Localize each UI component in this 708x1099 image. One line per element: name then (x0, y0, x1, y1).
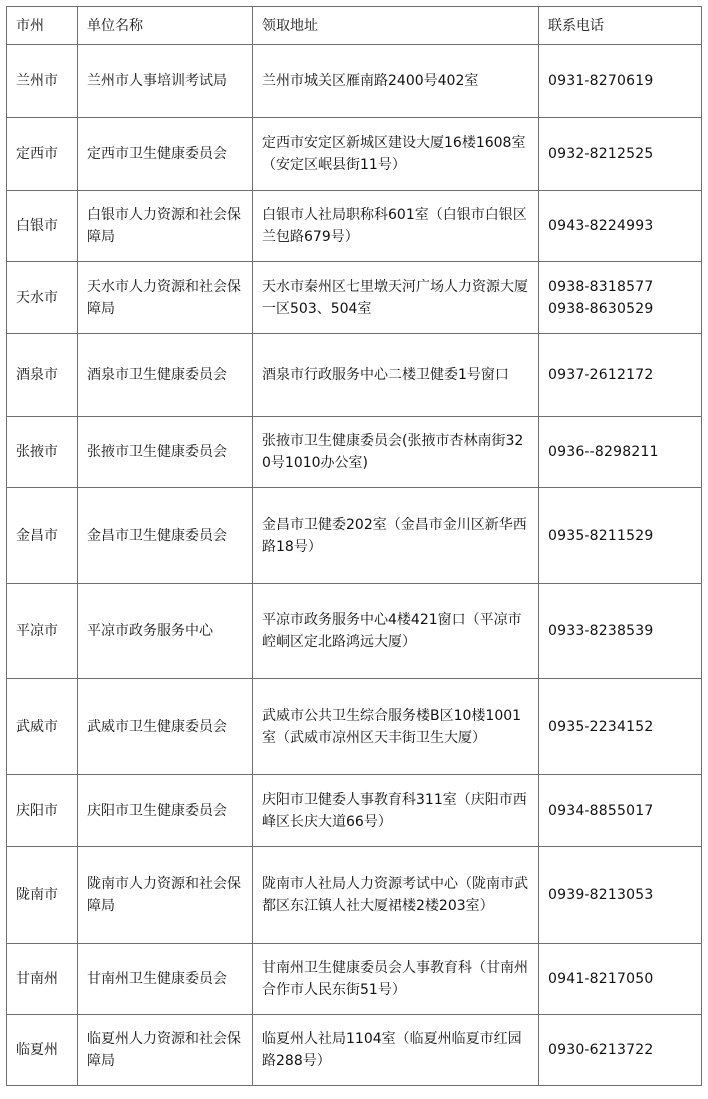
unit-name-cell: 白银市人力资源和社会保障局 (78, 191, 253, 262)
phone-cell (539, 584, 702, 679)
table-body (7, 45, 702, 1086)
phone-cell (539, 45, 702, 118)
city-cell: 庆阳市 (7, 775, 78, 847)
table-row (7, 417, 702, 488)
header-phone: 联系电话 (539, 7, 702, 45)
table-row (7, 584, 702, 679)
address-cell: 白银市人社局职称科601室（白银市白银区兰包路679号） (253, 191, 539, 262)
address-cell: 陇南市人社局人力资源考试中心（陇南市武都区东江镇人社大厦裙楼2楼203室） (253, 847, 539, 944)
phone-number: 0931-8270619 (548, 73, 654, 89)
table-row (7, 191, 702, 262)
table-row (7, 679, 702, 775)
phone-number: 0936--8298211 (548, 444, 659, 460)
phone-cell (539, 191, 702, 262)
address-cell: 天水市秦州区七里墩天河广场人力资源大厦一区503、504室 (253, 262, 539, 334)
phone-cell (539, 417, 702, 488)
table-row (7, 334, 702, 417)
unit-name-cell: 天水市人力资源和社会保障局 (78, 262, 253, 334)
table-row (7, 1015, 702, 1086)
phone-number: 0934-8855017 (548, 802, 654, 819)
phone-number: 0941-8217050 (548, 971, 654, 987)
phone-cell (539, 1015, 702, 1086)
city-cell: 天水市 (7, 262, 78, 334)
city-cell: 临夏州 (7, 1015, 78, 1086)
phone-cell (539, 775, 702, 847)
phone-number: 0943-8224993 (548, 218, 654, 234)
table-row (7, 488, 702, 584)
unit-name-cell: 庆阳市卫生健康委员会 (78, 775, 253, 847)
city-cell: 陇南市 (7, 847, 78, 944)
table-row (7, 262, 702, 334)
phone-cell (539, 944, 702, 1015)
phone-number: 0933-8238539 (548, 623, 654, 639)
header-unit: 单位名称 (78, 7, 253, 45)
city-cell: 平凉市 (7, 584, 78, 679)
unit-name-cell: 兰州市人事培训考试局 (78, 45, 253, 118)
phone-cell (539, 118, 702, 191)
unit-name-cell: 临夏州人力资源和社会保障局 (78, 1015, 253, 1086)
table-row (7, 847, 702, 944)
table-row (7, 45, 702, 118)
unit-name-cell: 定西市卫生健康委员会 (78, 118, 253, 191)
unit-name-cell: 甘南州卫生健康委员会 (78, 944, 253, 1015)
city-cell: 定西市 (7, 118, 78, 191)
city-cell: 武威市 (7, 679, 78, 775)
phone-number: 0938-8630529 (548, 300, 654, 317)
table-row (7, 118, 702, 191)
unit-name-cell: 金昌市卫生健康委员会 (78, 488, 253, 584)
unit-name-cell: 陇南市人力资源和社会保障局 (78, 847, 253, 944)
table-row (7, 944, 702, 1015)
unit-name-cell: 平凉市政务服务中心 (78, 584, 253, 679)
city-cell: 兰州市 (7, 45, 78, 118)
contact-table (6, 6, 702, 1086)
address-cell: 甘南州卫生健康委员会人事教育科（甘南州合作市人民东街51号） (253, 944, 539, 1015)
phone-cell (539, 488, 702, 584)
table-header (7, 7, 702, 45)
phone-number: 0930-6213722 (548, 1042, 654, 1058)
address-cell: 兰州市城关区雁南路2400号402室 (253, 45, 539, 118)
table-row (7, 775, 702, 847)
address-cell: 金昌市卫健委202室（金昌市金川区新华西路18号） (253, 488, 539, 584)
phone-number: 0935-2234152 (548, 718, 654, 735)
address-cell: 酒泉市行政服务中心二楼卫健委1号窗口 (253, 334, 539, 417)
phone-number: 0938-8318577 (548, 278, 654, 295)
phone-cell (539, 847, 702, 944)
address-cell: 张掖市卫生健康委员会(张掖市杏林南街320号1010办公室) (253, 417, 539, 488)
phone-cell (539, 262, 702, 334)
city-cell: 白银市 (7, 191, 78, 262)
city-cell: 甘南州 (7, 944, 78, 1015)
header-row (7, 7, 702, 45)
address-cell: 临夏州人社局1104室（临夏州临夏市红园路288号） (253, 1015, 539, 1086)
phone-cell (539, 334, 702, 417)
city-cell: 金昌市 (7, 488, 78, 584)
city-cell: 酒泉市 (7, 334, 78, 417)
header-city: 市州 (7, 7, 78, 45)
phone-cell (539, 679, 702, 775)
address-cell: 庆阳市卫健委人事教育科311室（庆阳市西峰区长庆大道66号） (253, 775, 539, 847)
phone-number: 0939-8213053 (548, 887, 654, 903)
unit-name-cell: 武威市卫生健康委员会 (78, 679, 253, 775)
city-cell: 张掖市 (7, 417, 78, 488)
unit-name-cell: 张掖市卫生健康委员会 (78, 417, 253, 488)
address-cell: 定西市安定区新城区建设大厦16楼1608室（安定区岷县街11号） (253, 118, 539, 191)
address-cell: 平凉市政务服务中心4楼421窗口（平凉市崆峒区定北路鸿远大厦） (253, 584, 539, 679)
phone-number: 0935-8211529 (548, 527, 654, 544)
address-cell: 武威市公共卫生综合服务楼B区10楼1001室（武威市凉州区天丰街卫生大厦） (253, 679, 539, 775)
phone-number: 0932-8212525 (548, 146, 654, 162)
header-address: 领取地址 (253, 7, 539, 45)
phone-number: 0937-2612172 (548, 367, 654, 383)
unit-name-cell: 酒泉市卫生健康委员会 (78, 334, 253, 417)
